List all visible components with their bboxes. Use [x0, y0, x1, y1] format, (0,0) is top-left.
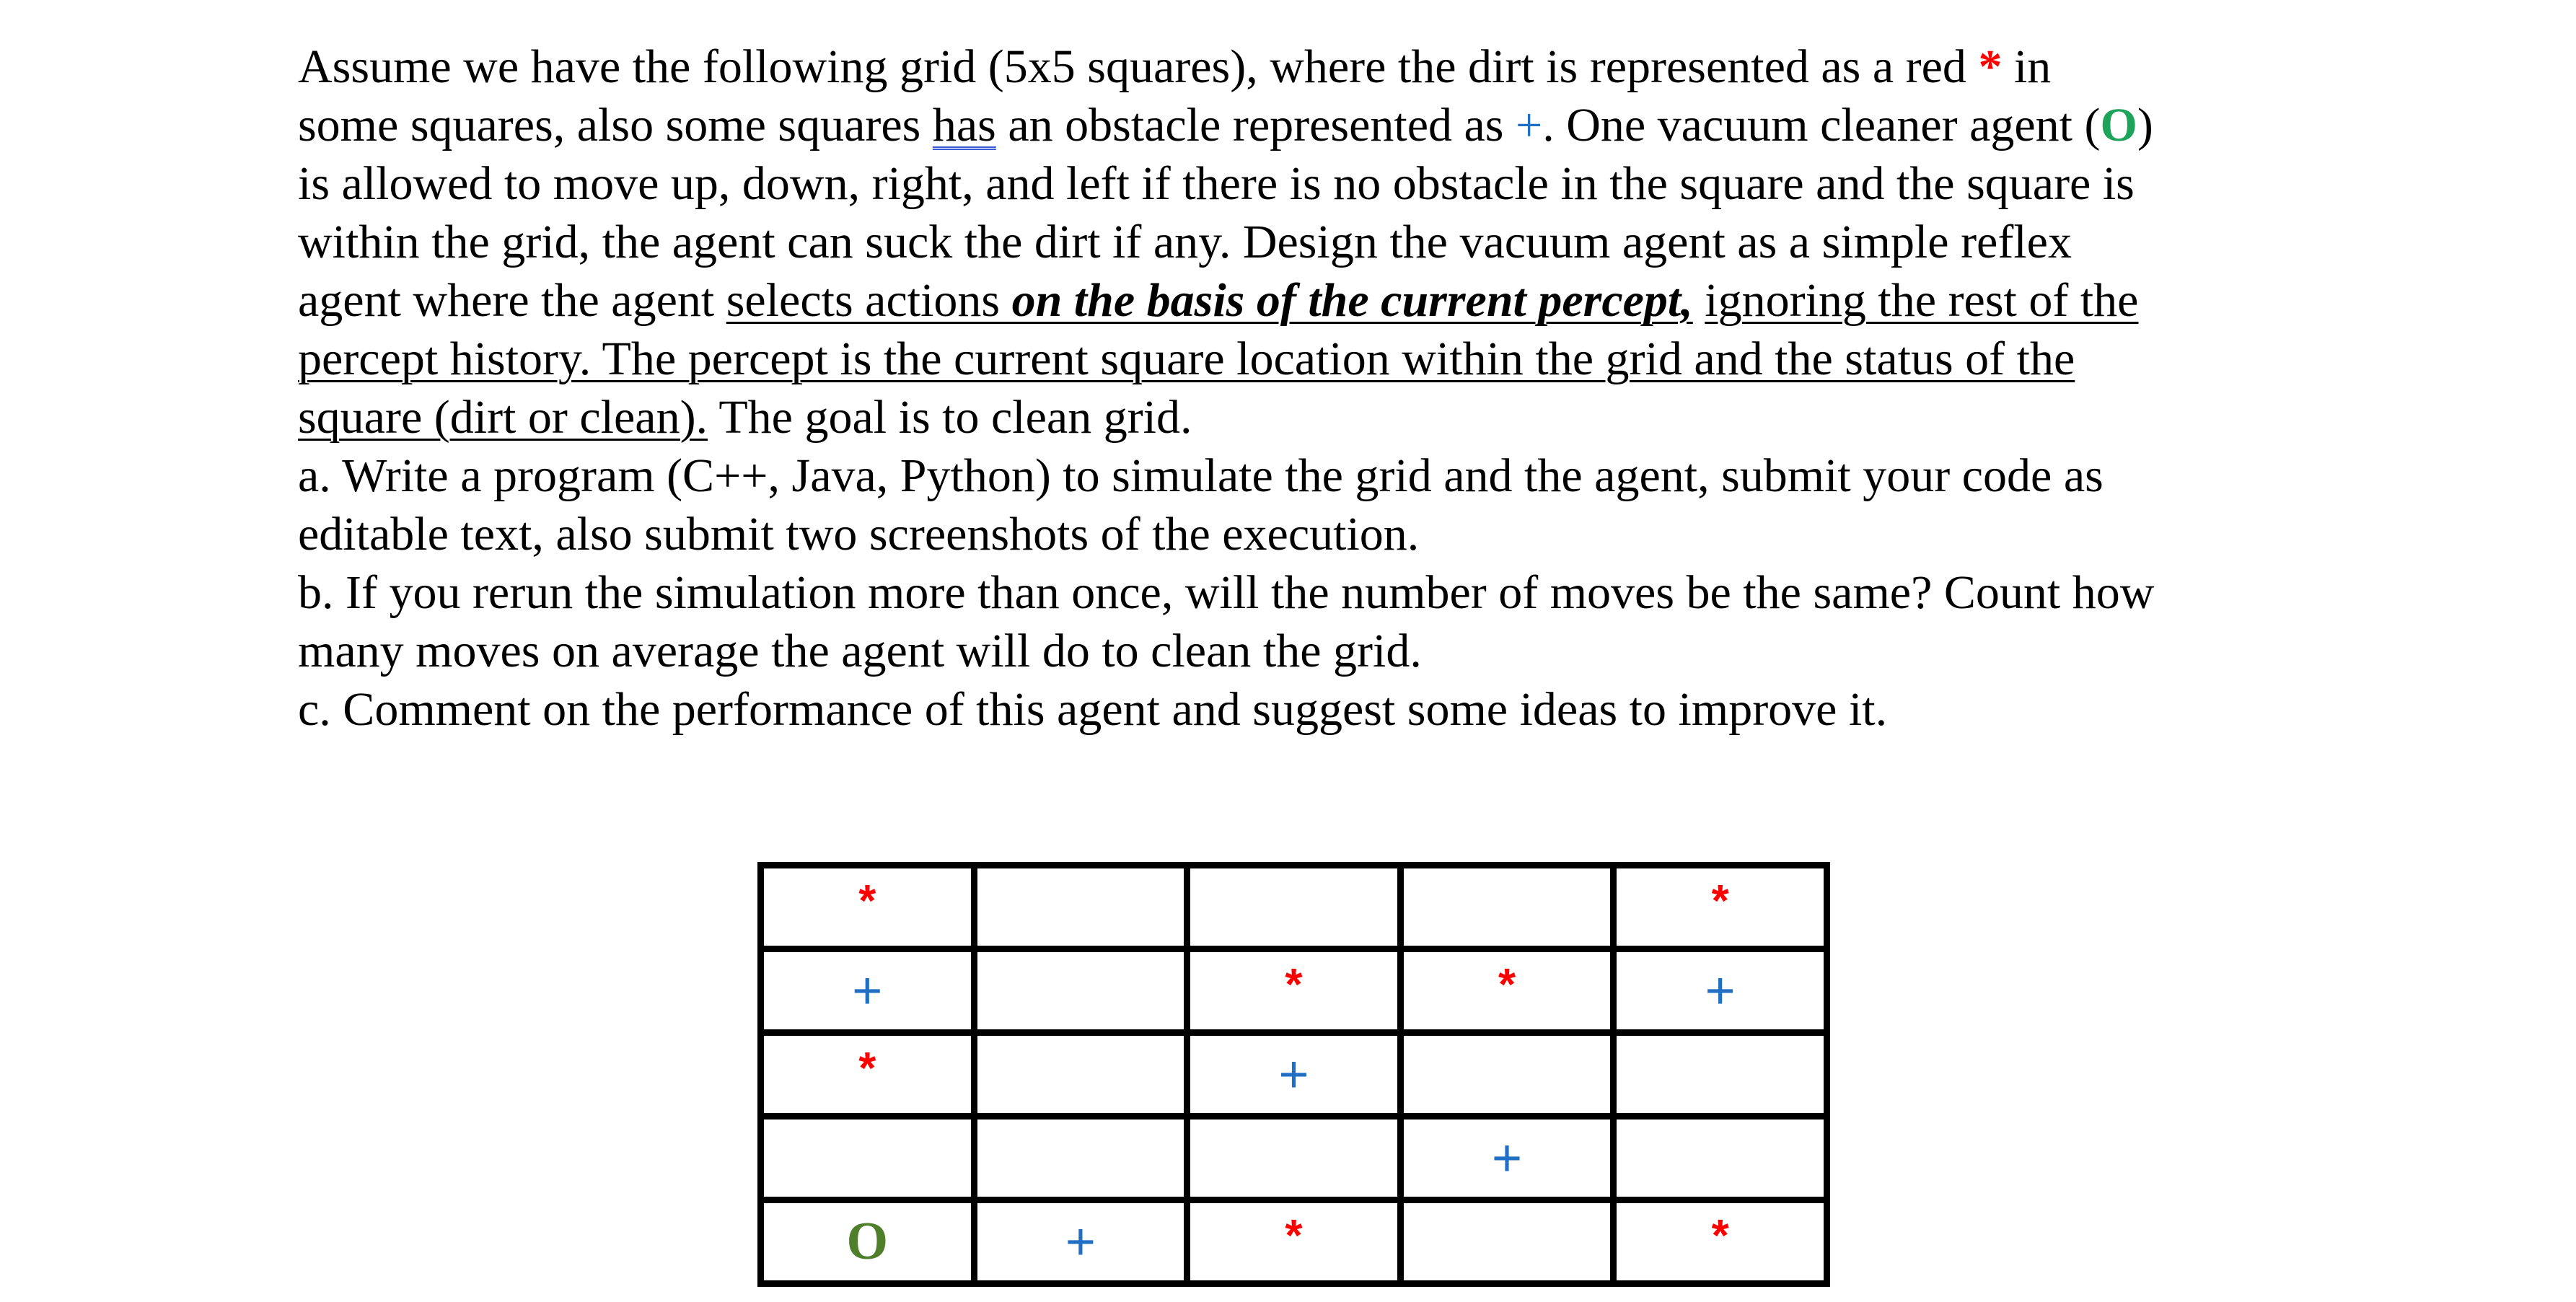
text-segment: . One vacuum cleaner agent ( [1542, 99, 2101, 151]
text-segment: agent where the agent [298, 274, 726, 327]
grid-row [761, 1200, 1827, 1284]
grid-cell [1400, 1117, 1614, 1200]
text-segment: an obstacle represented as [995, 99, 1516, 151]
grid-row [761, 949, 1827, 1033]
grid-cell [1187, 1200, 1401, 1284]
grid-cell [761, 949, 975, 1033]
grid-cell [761, 866, 975, 949]
grid-cell [974, 1033, 1187, 1117]
question-c: c. Comment on the performance of this agent and suggest some ideas to improve it. [298, 683, 1888, 736]
dirt-marker: * [1711, 1211, 1729, 1261]
question-a-line-1: a. Write a program (C++, Java, Python) to simulate the grid and the agent, submit your code as [298, 449, 2104, 502]
line-3: is allowed to move up, down, right, and left if there is no obstacle in the square and the square is [298, 157, 2135, 210]
dirt-marker: * [1711, 876, 1729, 926]
grid-cell [1614, 949, 1827, 1033]
grid-cell [1187, 1117, 1401, 1200]
question-b-line-1: b. If you rerun the simulation more than once, will the number of moves be the same? Count how [298, 566, 2155, 619]
grid-cell [974, 866, 1187, 949]
dirt-marker: * [1285, 960, 1303, 1010]
text-segment: in [2002, 40, 2052, 93]
grid-cell [1187, 866, 1401, 949]
grid-cell [1187, 1033, 1401, 1117]
underlined-text: selects actions [726, 274, 1012, 327]
grid-cell [974, 1117, 1187, 1200]
text-segment: ) [2137, 99, 2153, 151]
dirt-marker: * [858, 1044, 876, 1094]
underlined-text: ignoring the rest of the [1705, 274, 2139, 327]
text-segment: Assume we have the following grid (5x5 squares), where the dirt is represented as a red [298, 40, 1979, 93]
text-segment [1693, 274, 1705, 327]
obstacle-marker: + [852, 962, 883, 1020]
emphasis-text: on the basis of the current percept, [1011, 274, 1693, 327]
question-a-line-2: editable text, also submit two screenshots of the execution. [298, 508, 1420, 560]
line-7 [298, 388, 2318, 447]
problem-statement [298, 38, 2318, 739]
grid-cell [974, 1200, 1187, 1284]
grid-cell [761, 1117, 975, 1200]
dirt-symbol: * [1978, 40, 2003, 93]
grammar-flag-has: has [932, 99, 996, 151]
grid-cell [1614, 866, 1827, 949]
obstacle-marker: + [1278, 1045, 1309, 1104]
underlined-text: square (dirt or clean). [298, 391, 708, 444]
grid-cell [974, 949, 1187, 1033]
line-5 [298, 271, 2318, 330]
grid-cell [1400, 1033, 1614, 1117]
text-segment: The goal is to clean grid. [708, 391, 1192, 444]
grid-body [761, 866, 1827, 1284]
dirt-marker: * [1498, 960, 1516, 1010]
line-6: percept history. The percept is the current square location within the grid and the status of the [298, 333, 2075, 385]
grid-cell [1614, 1117, 1827, 1200]
obstacle-marker: + [1705, 962, 1736, 1020]
dirt-marker: * [858, 876, 876, 926]
line-1 [298, 38, 2318, 96]
grid-cell [1187, 949, 1401, 1033]
grid-cell [1400, 1200, 1614, 1284]
obstacle-marker: + [1065, 1213, 1096, 1271]
grid-cell [1400, 866, 1614, 949]
question-b-line-2: many moves on average the agent will do to clean the grid. [298, 625, 1422, 677]
line-4: within the grid, the agent can suck the dirt if any. Design the vacuum agent as a simple reflex [298, 216, 2072, 268]
grid-cell [761, 1200, 975, 1284]
agent-symbol: O [2100, 99, 2137, 151]
text-segment: some squares, also some squares [298, 99, 933, 151]
grid-cell [1400, 949, 1614, 1033]
grid-cell [1614, 1033, 1827, 1117]
grid-row [761, 866, 1827, 949]
dirt-marker: * [1285, 1211, 1303, 1261]
line-2 [298, 96, 2318, 154]
obstacle-marker: + [1492, 1129, 1523, 1187]
vacuum-grid [757, 862, 1830, 1287]
grid-cell [1614, 1200, 1827, 1284]
agent-marker: O [846, 1212, 889, 1271]
grid-row [761, 1033, 1827, 1117]
grid-cell [761, 1033, 975, 1117]
grid-row [761, 1117, 1827, 1200]
obstacle-symbol: + [1515, 99, 1543, 151]
